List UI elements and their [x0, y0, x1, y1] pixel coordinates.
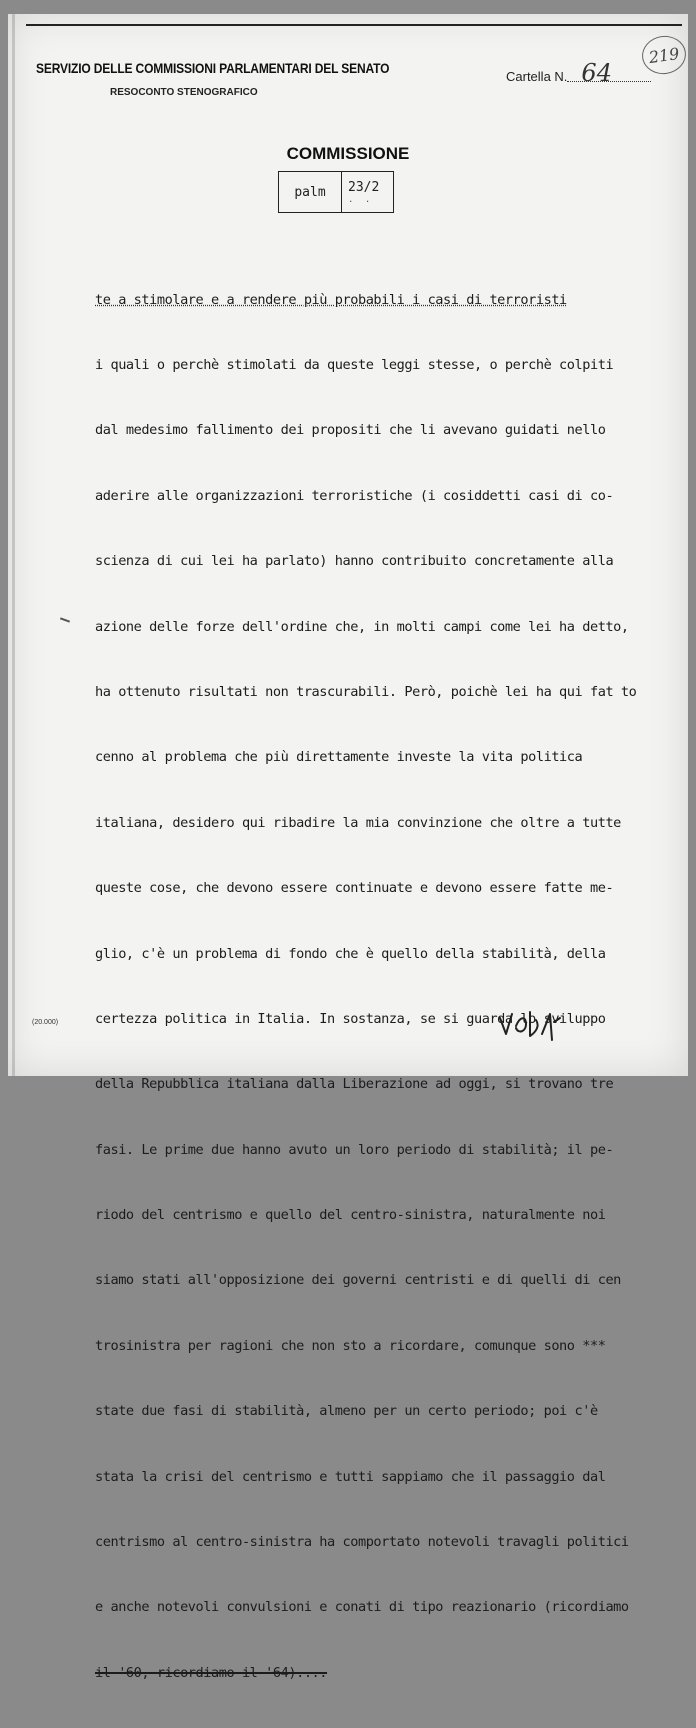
struck-text-line: il '60, ricordiamo il '64)....	[95, 1664, 328, 1681]
text-line: azione delle forze dell'ordine che, in molti campi come lei ha detto,	[95, 618, 629, 635]
sheet-dots: . .	[348, 194, 374, 205]
text-line: ha ottenuto risultati non trascurabili. Però, poichè lei ha qui fat to	[95, 683, 637, 700]
page-number-stamp: 219	[640, 33, 689, 77]
commission-title: COMMISSIONE	[286, 144, 410, 163]
margin-mark	[60, 617, 70, 622]
office-heading: SERVIZIO DELLE COMMISSIONI PARLAMENTARI DEL SENATO	[36, 60, 390, 76]
sheet-info	[342, 172, 393, 212]
cartella-field	[506, 59, 651, 87]
transcript-body	[95, 246, 685, 1728]
document-page	[8, 14, 688, 1681]
text-line: glio, c'è un problema di fondo che è quello della stabilità, della	[95, 945, 606, 962]
text-line: italiana, desidero qui ribadire la mia convinzione che oltre a tutte	[95, 814, 621, 831]
cartella-number: 64	[567, 65, 651, 82]
text-line: cenno al problema che più direttamente investe la vita politica	[95, 749, 583, 766]
text-line: trosinistra per ragioni che non sto a ricordare, comunque sono ***	[95, 1337, 606, 1354]
text-line: fasi. Le prime due hanno avuto un loro periodo di stabilità; il pe-	[95, 1141, 614, 1158]
cartella-label: Cartella N.	[506, 69, 568, 84]
text-line: siamo stati all'opposizione dei governi centristi e di quelli di cen	[95, 1272, 621, 1289]
text-line: i quali o perchè stimolati da queste leggi stesse, o perchè colpiti	[95, 356, 614, 373]
text-line: queste cose, che devono essere continuate e devono essere fatte me-	[95, 880, 614, 897]
text-line: stata la crisi del centrismo e tutti sappiamo che il passaggio dal	[95, 1468, 606, 1485]
report-subtitle: RESOCONTO STENOGRAFICO	[110, 87, 258, 98]
text-line: e anche notevoli convulsioni e conati di tipo reazionario (ricordiamo	[95, 1599, 629, 1616]
text-line: state due fasi di stabilità, almeno per un certo periodo; poi c'è	[95, 1403, 598, 1420]
sheet-code-box	[278, 171, 394, 213]
text-line: certezza politica in Italia. In sostanza, se si guarda lo sviluppo	[95, 1010, 606, 1027]
text-line: dal medesimo fallimento dei propositi che li avevano guidati nello	[95, 422, 606, 439]
operator-code: palm	[279, 172, 342, 212]
text-line: centrismo al centro-sinistra ha comportato notevoli travagli politici	[95, 1534, 629, 1551]
page-edge	[12, 14, 15, 1076]
text-line: riodo del centrismo e quello del centro-sinistra, naturalmente noi	[95, 1207, 606, 1224]
header-rule	[26, 24, 682, 26]
form-code: (20.000)	[32, 1019, 59, 1026]
handwritten-initials	[496, 1004, 566, 1044]
text-line: scienza di cui lei ha parlato) hanno contribuito concretamente alla	[95, 553, 614, 570]
text-line: te a stimolare e a rendere più probabili i casi di terroristi	[95, 291, 567, 308]
text-line: della Repubblica italiana dalla Liberazione ad oggi, si trovano tre	[95, 1076, 614, 1093]
sheet-number: 23/2	[348, 179, 380, 195]
text-line: aderire alle organizzazioni terroristiche (i cosiddetti casi di co-	[95, 487, 614, 504]
